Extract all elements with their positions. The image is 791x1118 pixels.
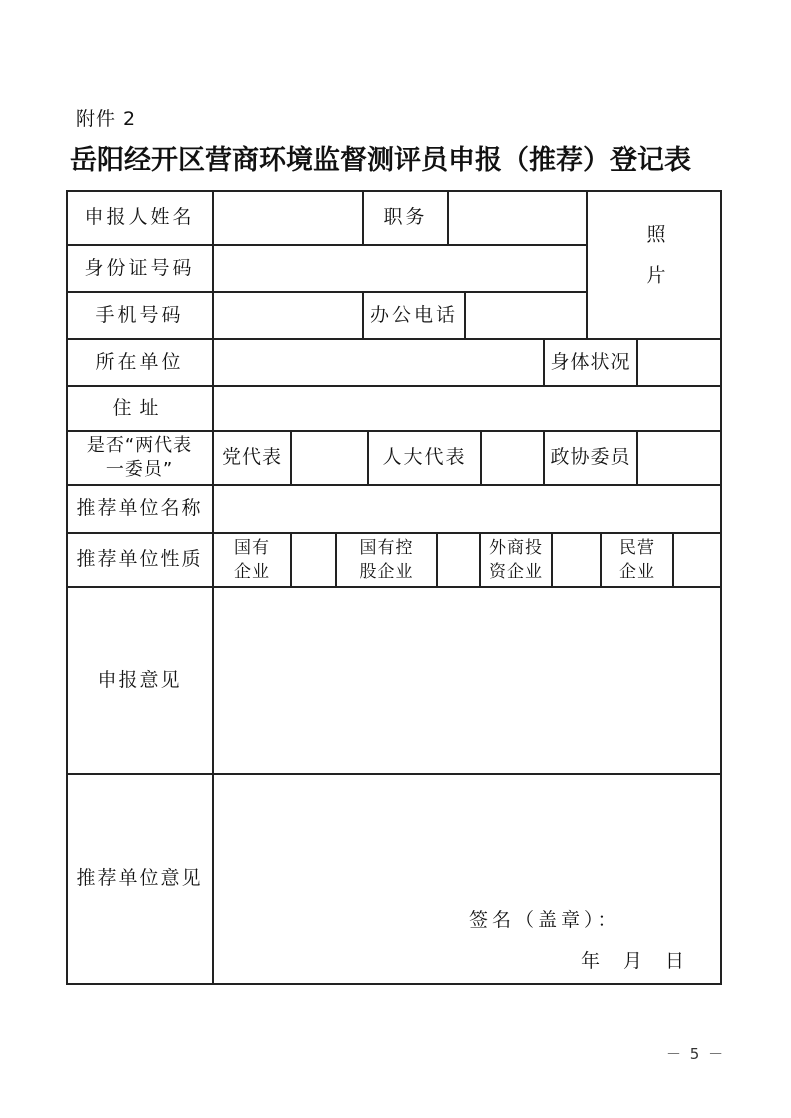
nature-state-holding-checkbox[interactable] xyxy=(438,533,479,586)
party-rep-field[interactable] xyxy=(292,431,367,484)
rec-unit-opinion-label: 推荐单位意见 xyxy=(76,867,203,889)
two-reps-label xyxy=(67,431,212,484)
rec-unit-opinion-field[interactable] xyxy=(214,774,720,894)
nature-state-line2: 企业 xyxy=(234,561,270,582)
position-label: 职务 xyxy=(383,206,428,228)
table-border-bottom xyxy=(66,983,722,985)
date-label: 年 月 日 xyxy=(581,950,687,972)
nature-foreign-line2: 资企业 xyxy=(489,561,543,582)
office-phone-field[interactable] xyxy=(466,292,586,338)
health-label: 身体状况 xyxy=(550,350,631,373)
npc-rep-field[interactable] xyxy=(482,431,543,484)
nature-private-checkbox[interactable] xyxy=(674,533,720,586)
applicant-name-field[interactable] xyxy=(214,191,362,244)
applicant-name-label: 申报人姓名 xyxy=(84,206,195,228)
address-field[interactable] xyxy=(214,386,720,430)
rec-unit-name-label: 推荐单位名称 xyxy=(76,497,203,519)
two-reps-label-line1: 是否“两代表 xyxy=(86,434,193,456)
nature-private-line1: 民营 xyxy=(619,537,655,558)
unit-label: 所在单位 xyxy=(95,350,184,373)
application-opinion-label: 申报意见 xyxy=(97,668,182,691)
nature-foreign-label xyxy=(481,533,551,586)
office-phone-label: 办公电话 xyxy=(369,303,458,326)
nature-foreign-line1: 外商投 xyxy=(489,537,543,558)
position-field[interactable] xyxy=(449,191,586,244)
rec-unit-name-field[interactable] xyxy=(214,485,720,532)
cppcc-label: 政协委员 xyxy=(550,446,631,468)
rec-unit-nature-label: 推荐单位性质 xyxy=(76,548,203,570)
nature-state-holding-label xyxy=(337,533,436,586)
nature-state-checkbox[interactable] xyxy=(292,533,335,586)
nature-foreign-checkbox[interactable] xyxy=(553,533,600,586)
party-rep-label: 党代表 xyxy=(221,446,282,468)
health-field[interactable] xyxy=(638,339,720,385)
photo-area[interactable] xyxy=(588,191,720,338)
signature-label: 签名（盖章）： xyxy=(469,909,621,931)
two-reps-label-line2: 一委员” xyxy=(105,458,174,480)
attachment-label: 附件 2 xyxy=(76,108,137,130)
nature-state-label xyxy=(214,533,290,586)
nature-private-line2: 企业 xyxy=(619,561,655,582)
mobile-label: 手机号码 xyxy=(95,303,184,326)
id-number-label: 身份证号码 xyxy=(84,256,195,279)
npc-rep-label: 人大代表 xyxy=(382,446,467,468)
address-label: 住址 xyxy=(112,396,167,419)
photo-label: 照片 xyxy=(643,223,666,306)
mobile-field[interactable] xyxy=(214,292,362,338)
nature-private-label xyxy=(602,533,672,586)
unit-field[interactable] xyxy=(214,339,543,385)
page-number: － 5 － xyxy=(666,1045,726,1063)
form-title: 岳阳经开区营商环境监督测评员申报（推荐）登记表 xyxy=(70,145,691,176)
cppcc-field[interactable] xyxy=(638,431,720,484)
nature-state-line1: 国有 xyxy=(234,537,270,558)
application-opinion-field[interactable] xyxy=(214,587,720,773)
nature-state-holding-line1: 国有控 xyxy=(359,537,414,558)
nature-state-holding-line2: 股企业 xyxy=(359,561,414,582)
id-number-field[interactable] xyxy=(214,245,586,291)
